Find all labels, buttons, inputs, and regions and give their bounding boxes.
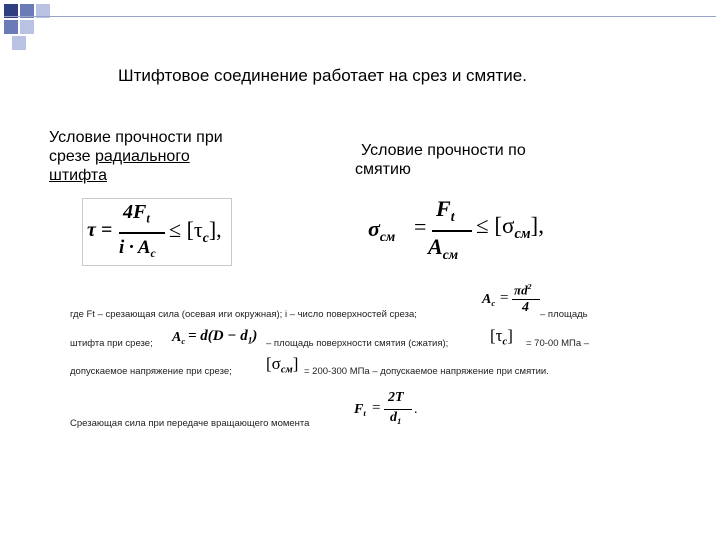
area-numerator: $\pi d^2$ <box>514 282 532 298</box>
crush-label-line1: Условие прочности по <box>361 142 526 159</box>
force-end: . <box>414 402 418 417</box>
crush-fraction-bar <box>432 230 472 232</box>
shear-denominator: $i \cdot A_c$ <box>119 237 156 261</box>
tau-c-symbol <box>490 326 524 350</box>
force-equals: = <box>372 400 381 416</box>
decor-square-3 <box>4 20 18 34</box>
force-formula <box>354 392 424 432</box>
sigma-cm-symbol <box>266 354 304 378</box>
tau-c-text: $[\tau_c]$ <box>490 326 513 348</box>
note-line-2b: – площадь поверхности смятия (сжатия); <box>266 338 449 349</box>
shear-condition-label <box>49 128 223 185</box>
crush-numerator: $F_t$ <box>436 196 455 224</box>
note-line-3a: допускаемое напряжение при срезе; <box>70 366 232 377</box>
shear-relation: ≤ $[\tau_c]$, <box>169 217 222 245</box>
crush-relation: ≤ $[\sigma_{см}]$, <box>476 213 544 242</box>
note-line-1-end: – площадь <box>540 309 588 320</box>
note-line-1: где Ft – срезающая сила (осевая иги окружная); i – число поверхностей среза; <box>70 309 417 320</box>
area-equals: = <box>500 290 509 306</box>
crush-equals: = <box>414 214 427 239</box>
acm-lhs: $A_c$ <box>172 330 186 347</box>
note-line-4: Срезающая сила при передаче вращающего момента <box>70 418 310 429</box>
acm-formula <box>172 326 264 350</box>
force-lhs: $F_t$ <box>354 402 366 419</box>
crush-condition-label <box>355 141 526 179</box>
area-lhs: $A_c$ <box>482 292 496 309</box>
shear-tau-lhs: τ = <box>87 219 113 241</box>
shear-label-line3: штифта <box>49 167 107 184</box>
shear-numerator: $4F_t$ <box>123 201 150 226</box>
area-denominator: 4 <box>522 300 529 315</box>
shear-label-line1: Условие прочности при <box>49 129 223 146</box>
decor-square-6 <box>12 36 26 50</box>
shear-formula-box <box>82 198 232 266</box>
note-line-2a: штифта при срезе; <box>70 338 153 349</box>
force-denominator: $d_1$ <box>390 410 402 427</box>
shear-fraction-bar <box>119 232 165 234</box>
decor-square-4 <box>20 20 34 34</box>
shear-label-line2: срезе радиального <box>49 148 190 165</box>
note-line-3b: = 200-300 МПа – допускаемое напряжение при смятии. <box>304 366 549 377</box>
decor-line <box>4 16 716 17</box>
note-line-2c: = 70-00 МПа – <box>526 338 590 349</box>
crush-sigma-lhs: $\sigma_{см}$ <box>368 216 396 244</box>
page-title: Штифтовое соединение работает на срез и смятие. <box>118 66 527 85</box>
force-numerator: 2T <box>388 390 404 405</box>
acm-rhs: = $d(D - d_1)$ <box>188 328 258 347</box>
sigma-cm-text: $[\sigma_{см}]$ <box>266 354 299 376</box>
crush-formula <box>368 196 558 264</box>
crush-denominator: $A_{см}$ <box>428 234 459 262</box>
crush-label-line2: смятию <box>355 161 411 178</box>
